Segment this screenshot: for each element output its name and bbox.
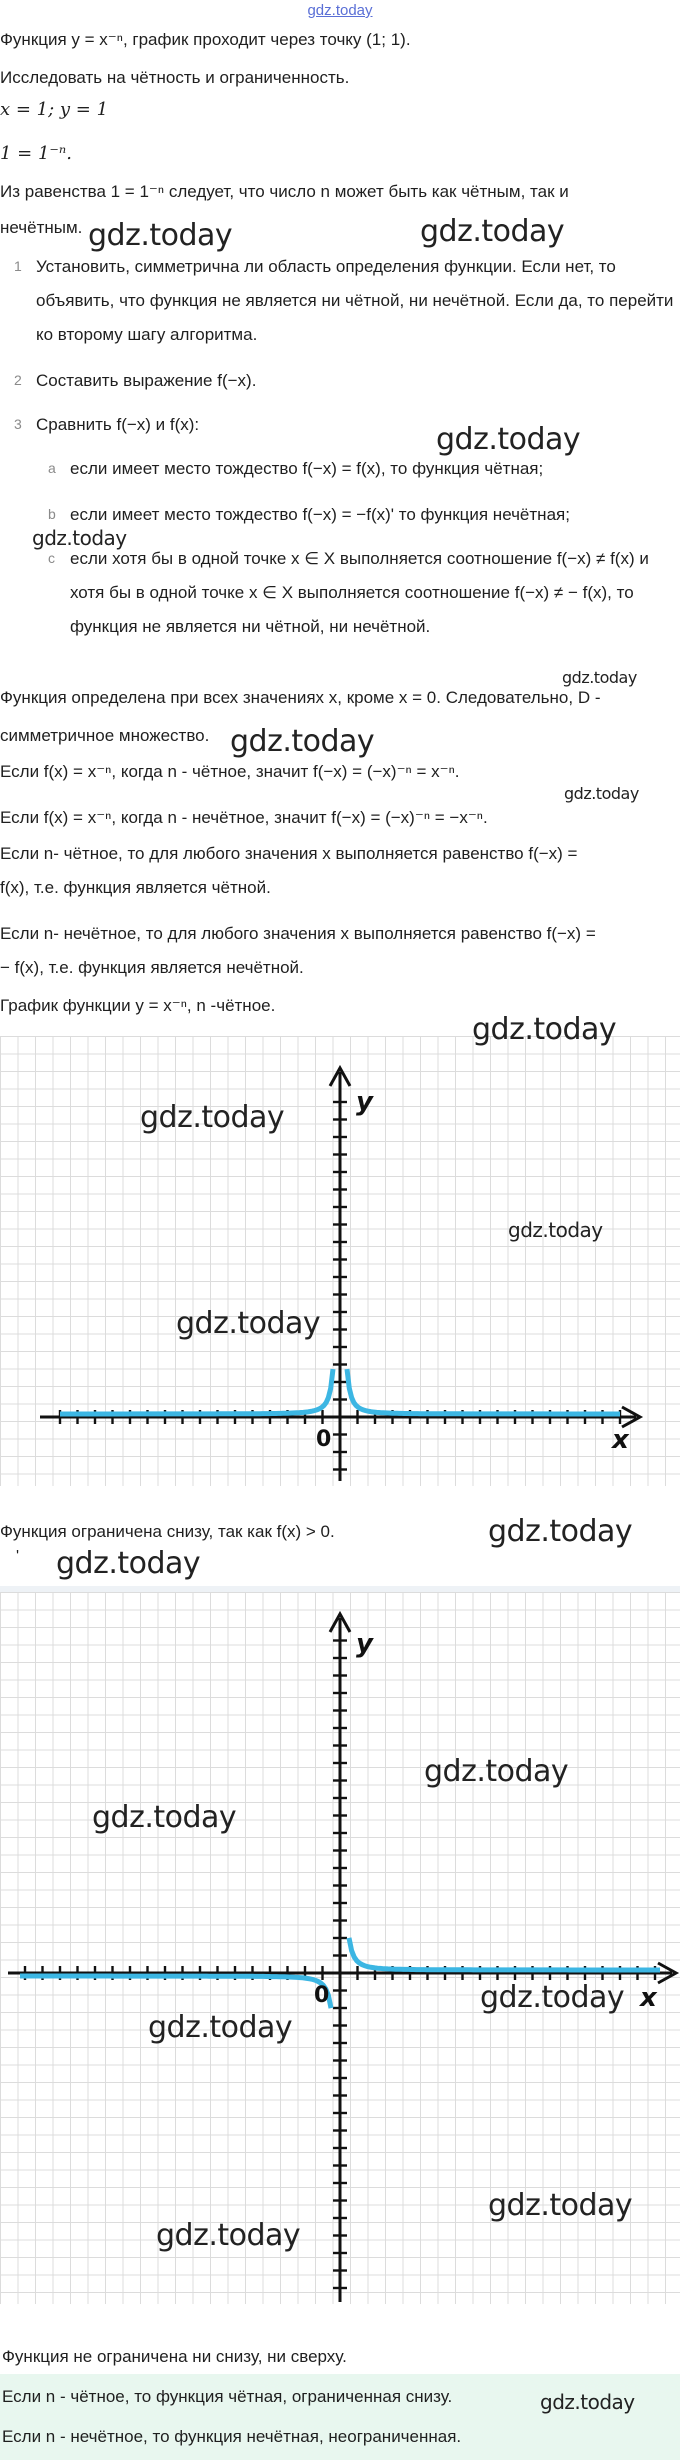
substep-text-a: если имеет место тождество f(−x) = f(x), то функция чётная; bbox=[70, 459, 544, 478]
watermark: gdz.today bbox=[140, 1100, 285, 1135]
substep-text-c: если хотя бы в одной точке x ∈ X выполняется соотношение f(−x) ≠ f(x) и хотя бы в одной точке x ∈ X выполняется соотношение f(−x) ≠ − f(x), то функция не является ни чётной, ни нечётной. bbox=[70, 549, 649, 636]
step-number-1: 1 bbox=[14, 258, 22, 274]
watermark: gdz.today bbox=[148, 2010, 293, 2045]
graph-even bbox=[0, 1036, 680, 1486]
intro-line-3: x = 1; y = 1 bbox=[0, 99, 109, 120]
watermark: gdz.today bbox=[480, 1980, 625, 2015]
analysis-line-4: Если f(x) = x⁻ⁿ, когда n - нечётное, значит f(−x) = (−x)⁻ⁿ = −x⁻ⁿ. bbox=[0, 808, 488, 827]
step-number-3: 3 bbox=[14, 416, 22, 432]
watermark: gdz.today bbox=[488, 1514, 633, 1549]
graph-even-x-label: x bbox=[612, 1425, 629, 1455]
stray-mark: ' bbox=[16, 1548, 20, 1565]
analysis-line-6: f(x), т.е. функция является чётной. bbox=[0, 878, 271, 897]
substep-letter-a: a bbox=[48, 460, 56, 476]
watermark: gdz.today bbox=[92, 1800, 237, 1835]
analysis-line-9: График функции y = x⁻ⁿ, n -чётное. bbox=[0, 996, 276, 1015]
watermark: gdz.today bbox=[472, 1012, 617, 1047]
graph-odd-x-label: x bbox=[640, 1983, 657, 2013]
after-graph1-text: Функция ограничена снизу, так как f(x) > 0. bbox=[0, 1522, 335, 1541]
watermark: gdz.today bbox=[488, 2188, 633, 2223]
final-line-3: Если n - нечётное, то функция нечётная, неограниченная. bbox=[2, 2427, 462, 2446]
watermark: gdz.today bbox=[88, 218, 233, 253]
site-link[interactable]: gdz.today bbox=[307, 2, 373, 19]
analysis-line-7: Если n- нечётное, то для любого значения x выполняется равенство f(−x) = bbox=[0, 924, 596, 943]
intro-line-4: 1 = 1⁻ⁿ. bbox=[0, 143, 72, 164]
watermark: gdz.today bbox=[230, 724, 375, 759]
watermark: gdz.today bbox=[56, 1546, 201, 1581]
graph-odd-y-label: y bbox=[356, 1629, 373, 1659]
watermark: gdz.today bbox=[540, 2390, 635, 2414]
final-line-2: Если n - чётное, то функция чётная, ограниченная снизу. bbox=[2, 2387, 453, 2406]
graph-even-curve-left bbox=[60, 1369, 333, 1414]
comparison-substeps bbox=[0, 450, 680, 680]
substep-letter-b: b bbox=[48, 506, 56, 522]
watermark: gdz.today bbox=[156, 2218, 301, 2253]
step-text-2: Составить выражение f(−x). bbox=[36, 371, 257, 390]
final-line-1: Функция не ограничена ни снизу, ни сверху. bbox=[2, 2347, 347, 2366]
intro-line-5b: нечётным. bbox=[0, 218, 83, 237]
intro-line-2: Исследовать на чётность и ограниченность. bbox=[0, 68, 350, 87]
analysis-line-1: Функция определена при всех значениях x, кроме x = 0. Следовательно, D - bbox=[0, 688, 601, 707]
graph-even-svg bbox=[0, 1036, 680, 1486]
watermark: gdz.today bbox=[562, 668, 637, 687]
analysis-line-5: Если n- чётное, то для любого значения x выполняется равенство f(−x) = bbox=[0, 844, 578, 863]
graph-even-y-label: y bbox=[356, 1087, 373, 1117]
watermark: gdz.today bbox=[508, 1218, 603, 1242]
step-text-3: Сравнить f(−x) и f(x): bbox=[36, 415, 200, 434]
analysis-line-2: симметричное множество. bbox=[0, 726, 210, 745]
watermark: gdz.today bbox=[436, 422, 581, 457]
graph-odd-origin-label: 0 bbox=[314, 1983, 330, 2008]
watermark: gdz.today bbox=[420, 214, 565, 249]
watermark: gdz.today bbox=[32, 526, 127, 550]
watermark: gdz.today bbox=[176, 1306, 321, 1341]
step-text-1: Установить, симметрична ли область определения функции. Если нет, то объявить, что функция не является ни чётной, ни нечётной. Если да, то перейти ко второму шагу алгоритма. bbox=[36, 257, 674, 344]
analysis-line-3: Если f(x) = x⁻ⁿ, когда n - чётное, значит f(−x) = (−x)⁻ⁿ = x⁻ⁿ. bbox=[0, 762, 460, 781]
step-number-2: 2 bbox=[14, 372, 22, 388]
graph-odd-curve-left bbox=[20, 1976, 331, 2008]
watermark: gdz.today bbox=[564, 784, 639, 803]
graph-even-curve-right bbox=[347, 1369, 620, 1414]
watermark: gdz.today bbox=[424, 1754, 569, 1789]
intro-line-1: Функция y = x⁻ⁿ, график проходит через точку (1; 1). bbox=[0, 30, 411, 49]
substep-letter-c: c bbox=[48, 550, 55, 566]
intro-line-5a: Из равенства 1 = 1⁻ⁿ следует, что число n может быть как чётным, так и bbox=[0, 182, 569, 201]
substep-text-b: если имеет место тождество f(−x) = −f(x)' то функция нечётная; bbox=[70, 505, 570, 524]
graph-odd-curve-right bbox=[349, 1938, 660, 1970]
analysis-line-8: − f(x), т.е. функция является нечётной. bbox=[0, 958, 304, 977]
graph-even-origin-label: 0 bbox=[316, 1427, 332, 1452]
